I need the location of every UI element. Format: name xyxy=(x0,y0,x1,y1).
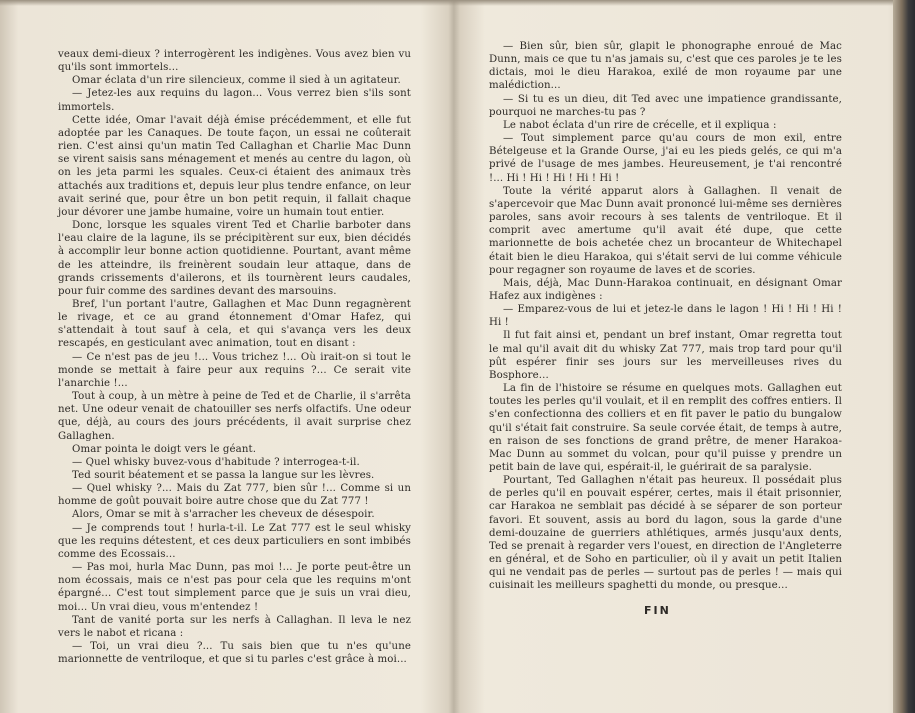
left-paragraph: — Toi, un vrai dieu ?... Tu sais bien que tu n'es qu'une marionnette de ventriloque, et que si tu parles c'est grâce à moi... xyxy=(58,641,411,666)
right-paragraph: Il fut fait ainsi et, pendant un bref instant, Omar regretta tout le mal qu'il avait dit du whisky Zat 777, mais trop tard pour qu'il pût espérer finir ses jours sur les merveilleuses rives du Bosphore... xyxy=(489,330,842,381)
left-paragraph: Bref, l'un portant l'autre, Gallaghen et Mac Dunn regagnèrent le rivage, et ce au grand étonnement d'Omar Hafez, qui s'attendait à tout sauf à cela, et qui s'avança vers les deux rescapés, en gesticulant avec animation, tout en disant : xyxy=(58,298,411,350)
left-paragraph: veaux demi-dieux ? interrogèrent les indigènes. Vous avez bien vu qu'ils sont immortels... xyxy=(58,49,411,74)
left-paragraph: Ted sourit béatement et se passa la langue sur les lèvres. xyxy=(72,470,375,481)
right-paragraph: — Si tu es un dieu, dit Ted avec une impatience grandissante, pourquoi ne marches-tu pas ? xyxy=(489,93,842,118)
left-page-text xyxy=(58,48,411,666)
left-paragraph: Omar éclata d'un rire silencieux, comme il sied à un agitateur. xyxy=(72,75,401,87)
right-page-text xyxy=(489,40,842,593)
right-paragraph: La fin de l'histoire se résume en quelques mots. Gallaghen eut toutes les perles qu'il voulait, et il en remplit des coffres entiers. Il s'en confectionna des colliers et en fit paver le patio du bungalow qu'il s'était fait construire. Sa seule corvée était, de temps à autre, en raison de ses fonctions de grand prêtre, de mener Harakoa-Mac Dunn au sommet du volcan, pour qu'il puisse y prendre un petit bain de lave qui, espérait-il, le guérirait de sa paralysie. xyxy=(489,383,842,473)
book-right-edge xyxy=(893,0,915,713)
left-paragraph: Cette idée, Omar l'avait déjà émise précédemment, et elle fut adoptée par les Canaques. De toute façon, un essai ne coûterait rien. C'est ainsi qu'un matin Ted Callaghan et Charlie Mac Dunn se virent saisis sans ménagement et menés au centre du lagon, où on les jeta parmi les squales. Ceux-ci étaient des animaux très attachés aux traditions et, depuis leur plus tendre enfance, on leur avait seriné que, pour être un bon petit requin, il fallait chaque jour dévorer une jambe humaine, voire un humain tout entier. xyxy=(58,114,411,218)
left-paragraph: — Ce n'est pas de jeu !... Vous trichez !... Où irait-on si tout le monde se mettait à faire peur aux requins ?... Ce serait vite l'anarchie !... xyxy=(58,351,411,389)
left-paragraph: Tout à coup, à un mètre à peine de Ted et de Charlie, il s'arrêta net. Une odeur venait de chatouiller ses nerfs olfactifs. Une odeur que, déjà, au cours des jours précédents, il avait surprise chez Gallaghen. xyxy=(58,391,411,442)
left-paragraph: Donc, lorsque les squales virent Ted et Charlie barboter dans l'eau claire de la lagune, ils se précipitèrent sur eux, bien décidés à accomplir leur bonne action quotidienne. Pourtant, avant même de les atteindre, ils freinèrent soudain leur attaque, dans de grands crissements d'ailerons, et ils tournèrent leurs caudales, pour fuir comme des sardines devant des marsouins. xyxy=(58,220,411,297)
right-paragraph: Le nabot éclata d'un rire de crécelle, et il expliqua : xyxy=(503,119,777,131)
book-top-shadow xyxy=(0,0,915,6)
right-paragraph: — Emparez-vous de lui et jetez-le dans le lagon ! Hi ! Hi ! Hi ! Hi ! xyxy=(489,304,842,329)
left-paragraph: — Quel whisky buvez-vous d'habitude ? interrogea-t-il. xyxy=(72,456,360,468)
left-paragraph: — Jetez-les aux requins du lagon... Vous verrez bien s'ils sont immortels. xyxy=(58,88,411,113)
right-paragraph: Mais, déjà, Mac Dunn-Harakoa continuait, en désignant Omar Hafez aux indigènes : xyxy=(489,277,842,302)
right-paragraph: — Tout simplement parce qu'au cours de mon exil, entre Bételgeuse et la Grande Ourse, j'ai eu les pieds gelés, ce qui m'a privé de l'usage de mes jambes. Heureusement, je t'ai rencontré !... Hi ! Hi ! Hi ! Hi ! Hi ! xyxy=(489,133,842,184)
right-paragraph: — Bien sûr, bien sûr, glapit le phonographe enroué de Mac Dunn, mais ce que tu n'as jamais su, c'est que ces paroles je te les dictais, moi le dieu Harakoa, exilé de mon royaume par une malédiction... xyxy=(489,41,842,92)
left-paragraph: — Je comprends tout ! hurla-t-il. Le Zat 777 est le seul whisky que les requins détestent, et ces deux particuliers en sont imbibés comme des Ecossais... xyxy=(58,522,411,560)
left-paragraph: Alors, Omar se mit à s'arracher les cheveux de désespoir. xyxy=(72,509,375,521)
left-paragraph: — Pas moi, hurla Mac Dunn, pas moi !... Je porte peut-être un nom écossais, mais ce n'est pas pour cela que les requins m'ont épargné... C'est tout simplement parce que je suis un vrai dieu, moi... Un vrai dieu, vous m'entendez ! xyxy=(58,562,411,613)
left-paragraph: Tant de vanité porta sur les nerfs à Callaghan. Il leva le nez vers le nabot et ricana : xyxy=(58,614,411,639)
fin-marker: FIN xyxy=(644,604,671,617)
right-paragraph: Toute la vérité apparut alors à Gallaghen. Il venait de s'apercevoir que Mac Dunn avait prononcé lui-même ses dernières paroles, sans avoir recours à ses talents de ventriloque. Et il comprit avec amertume qu'il avait été dupe, que cette marionnette de bois achetée chez un brocanteur de Whitechapel était bien le dieu Harakoa, qui s'était servi de lui comme véhicule pour regagner son royaume de laves et de scories. xyxy=(489,185,842,276)
left-paragraph: — Quel whisky ?... Mais du Zat 777, bien sûr !... Comme si un homme de goût pouvait boire autre chose que du Zat 777 ! xyxy=(58,483,411,508)
left-paragraph: Omar pointa le doigt vers le géant. xyxy=(72,443,257,455)
right-paragraph: Pourtant, Ted Gallaghen n'était pas heureux. Il possédait plus de perles qu'il en pouvait espérer, certes, mais il était prisonnier, car Harakoa ne semblait pas décidé à se séparer de son porteur favori. Et souvent, assis au bord du lagon, sous la garde d'une demi-douzaine de guerriers athlétiques, armés jusqu'aux dents, Ted se prenait à regarder vers l'ouest, en direction de l'Angleterre en général, et de Soho en particulier, où il y avait un petit Italien qui ne vendait pas de perles — surtout pas de perles ! — mais qui cuisinait les meilleurs spaghetti du monde, ou presque... xyxy=(489,475,842,592)
